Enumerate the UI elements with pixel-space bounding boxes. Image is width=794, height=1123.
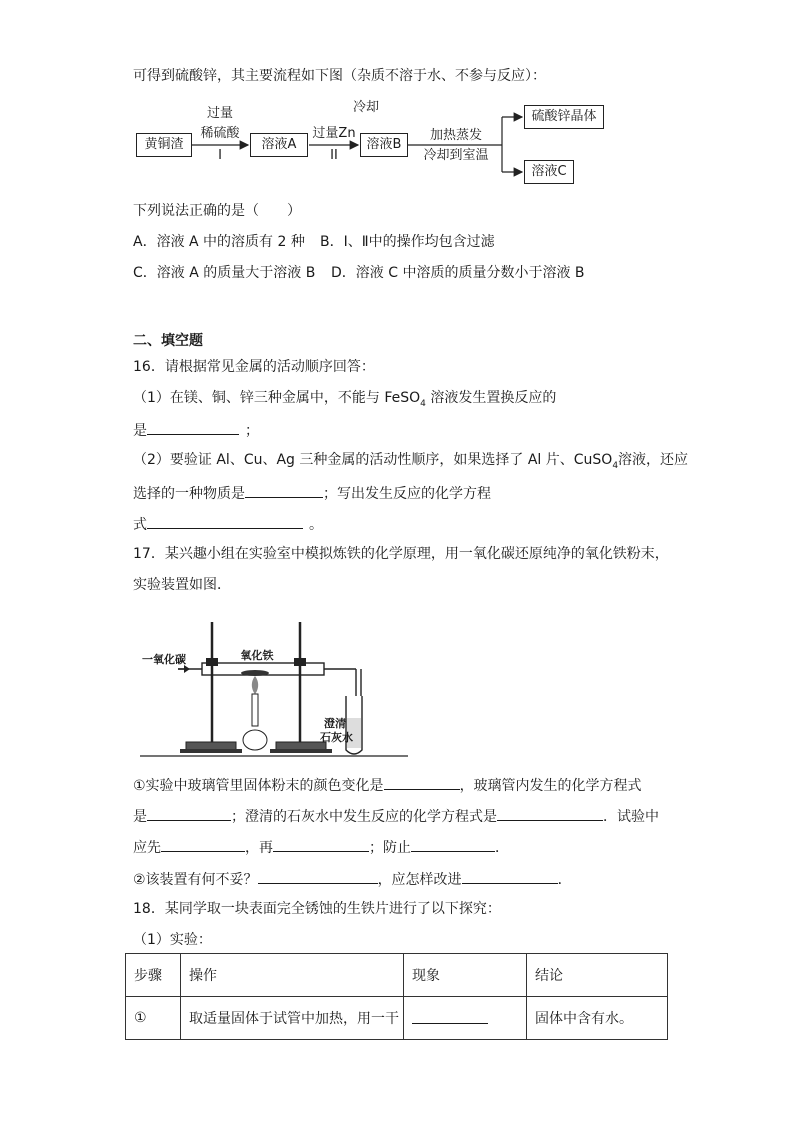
q16-part2-text-d: ；写出发生反应的化学方程: [323, 486, 491, 502]
q18-answer-blank-1[interactable]: [412, 1008, 488, 1024]
intro-line: 可得到硫酸锌，其主要流程如下图（杂质不溶于水、不参与反应）：: [133, 68, 546, 84]
co-reduction-apparatus-figure: [140, 618, 410, 760]
q16-answer-blank-2[interactable]: [245, 482, 323, 498]
table-header-conclusion: 结论: [527, 954, 668, 997]
label-limewater-line2: 石灰水: [320, 731, 353, 744]
flow-step1-reagent-amount: 过量: [206, 106, 233, 121]
q17-text-s1a: ①实验中玻璃管里固体粉末的颜色变化是: [133, 778, 384, 794]
q17-text-s4c: ．: [557, 872, 572, 888]
q17-answer-blank-3[interactable]: [497, 805, 603, 821]
flow-step1-reagent: 稀硫酸: [200, 126, 240, 141]
q17-answer-blank-7[interactable]: [258, 868, 378, 884]
flow-step3-heat: 加热蒸发: [429, 128, 482, 143]
q17-text-s2c: ．试验中: [603, 809, 659, 825]
table-cell-conclusion: 固体中含有水。: [527, 997, 668, 1040]
process-flow-diagram: [130, 100, 612, 188]
apparatus-drawing: [140, 618, 410, 760]
flow-box-brass-slag: 黄铜渣: [136, 133, 192, 157]
q16-part2-end: 。: [309, 517, 323, 533]
flow-box-zinc-sulfate-crystal: 硫酸锌晶体: [524, 105, 604, 129]
q15-option-c: C．溶液 A 的质量大于溶液 B: [133, 265, 316, 281]
table-header-step: 步骤: [126, 954, 181, 997]
q17-answer-blank-1[interactable]: [384, 774, 460, 790]
flow-box-solution-a: 溶液A: [250, 133, 308, 157]
q16-answer-blank-3[interactable]: [147, 513, 303, 529]
table-cell-step: ①: [126, 997, 181, 1040]
q17-answer-blank-4[interactable]: [161, 836, 245, 852]
q16-part1-end: ；: [245, 423, 259, 439]
q15-option-d: D．溶液 C 中溶质的质量分数小于溶液 B: [331, 265, 585, 281]
q17-text-s3c: ；防止: [369, 840, 411, 856]
q17-text-s4b: ，应怎样改进: [377, 872, 462, 888]
q17-text-s4a: ②该装置有何不妥？: [133, 872, 258, 888]
q17-sub1-line3: [133, 836, 509, 858]
q17-text-s2a: 是: [133, 809, 147, 825]
flow-step1-number: I: [218, 148, 222, 163]
q18-sub1: （1）实验：: [133, 932, 212, 948]
q17-answer-blank-8[interactable]: [462, 868, 558, 884]
q17-text-s3d: ．: [495, 840, 509, 856]
experiment-table: [125, 953, 668, 1040]
q16-part1-text-a: （1）在镁、铜、锌三种金属中，不能与 FeSO: [133, 390, 421, 406]
q17-text-s3b: ，再: [245, 840, 273, 856]
flow-step2-reagent: 过量Zn: [312, 126, 356, 141]
label-carbon-monoxide: 一氧化碳: [142, 653, 186, 666]
q17-sub2-line: [133, 868, 572, 890]
flow-step2-number: II: [330, 148, 338, 163]
table-row: [126, 997, 668, 1040]
q17-sub1-line2: [133, 805, 659, 827]
table-cell-phenomenon: [404, 997, 527, 1040]
q15-option-a: A．溶液 A 中的溶质有 2 种: [133, 234, 305, 250]
q16-part2-line3: [133, 513, 323, 535]
q17-answer-blank-6[interactable]: [411, 836, 495, 852]
q16-part1-answer-line: [133, 419, 259, 441]
table-cell-operation: 取适量固体于试管中加热，用一干: [181, 997, 404, 1040]
q15-question: 下列说法正确的是（ ）: [133, 203, 301, 219]
table-header-row: [126, 954, 668, 997]
q16-stem: 16．请根据常见金属的活动顺序回答：: [133, 359, 375, 375]
flow-box-solution-b: 溶液B: [360, 133, 408, 157]
q17-answer-blank-2[interactable]: [147, 805, 231, 821]
q16-part2: [133, 450, 688, 476]
q17-text-s2b: ；澄清的石灰水中发生反应的化学方程式是: [231, 809, 497, 825]
q16-part2-text-c: 选择的一种物质是: [133, 486, 245, 502]
q16-part1: [133, 388, 556, 414]
q17-text-s1b: ，玻璃管内发生的化学方程式: [459, 778, 642, 794]
q16-part1-subscript: 4: [420, 398, 426, 409]
q17-stem-line1: 17．某兴趣小组在实验室中模拟炼铁的化学原理，用一氧化碳还原纯净的氧化铁粉末，: [133, 546, 669, 562]
table-header-phenomenon: 现象: [404, 954, 527, 997]
q16-part2-text-b: 溶液，还应: [618, 452, 689, 468]
section-title-fill-in: 二、填空题: [133, 333, 203, 349]
q16-answer-blank-1[interactable]: [147, 419, 239, 435]
flow-step3-cool: 冷却到室温: [423, 148, 489, 163]
q16-part2-text-a: （2）要验证 Al、Cu、Ag 三种金属的活动性顺序，如果选择了 Al 片、CuSO: [133, 452, 613, 468]
q18-stem: 18．某同学取一块表面完全锈蚀的生铁片进行了以下探究：: [133, 901, 501, 917]
q16-part2-subscript: 4: [612, 460, 619, 471]
flow-box-solution-c: 溶液C: [524, 160, 574, 184]
q16-part2-text-e: 式: [133, 517, 147, 533]
q15-option-b: B．Ⅰ、Ⅱ中的操作均包含过滤: [320, 234, 495, 250]
q16-part1-text-b: 溶液发生置换反应的: [425, 390, 557, 406]
label-iron-oxide: 氧化铁: [240, 649, 274, 662]
q17-sub1-line1: [133, 774, 642, 796]
q17-text-s3a: 应先: [133, 840, 161, 856]
label-limewater-line1: 澄清: [324, 717, 346, 730]
table-header-operation: 操作: [181, 954, 404, 997]
q16-part1-text-c: 是: [133, 423, 147, 439]
q17-stem-line2: 实验装置如图．: [133, 577, 231, 593]
flow-cool-label: 冷却: [352, 100, 379, 115]
q17-answer-blank-5[interactable]: [273, 836, 369, 852]
q16-part2-line2: [133, 482, 491, 504]
